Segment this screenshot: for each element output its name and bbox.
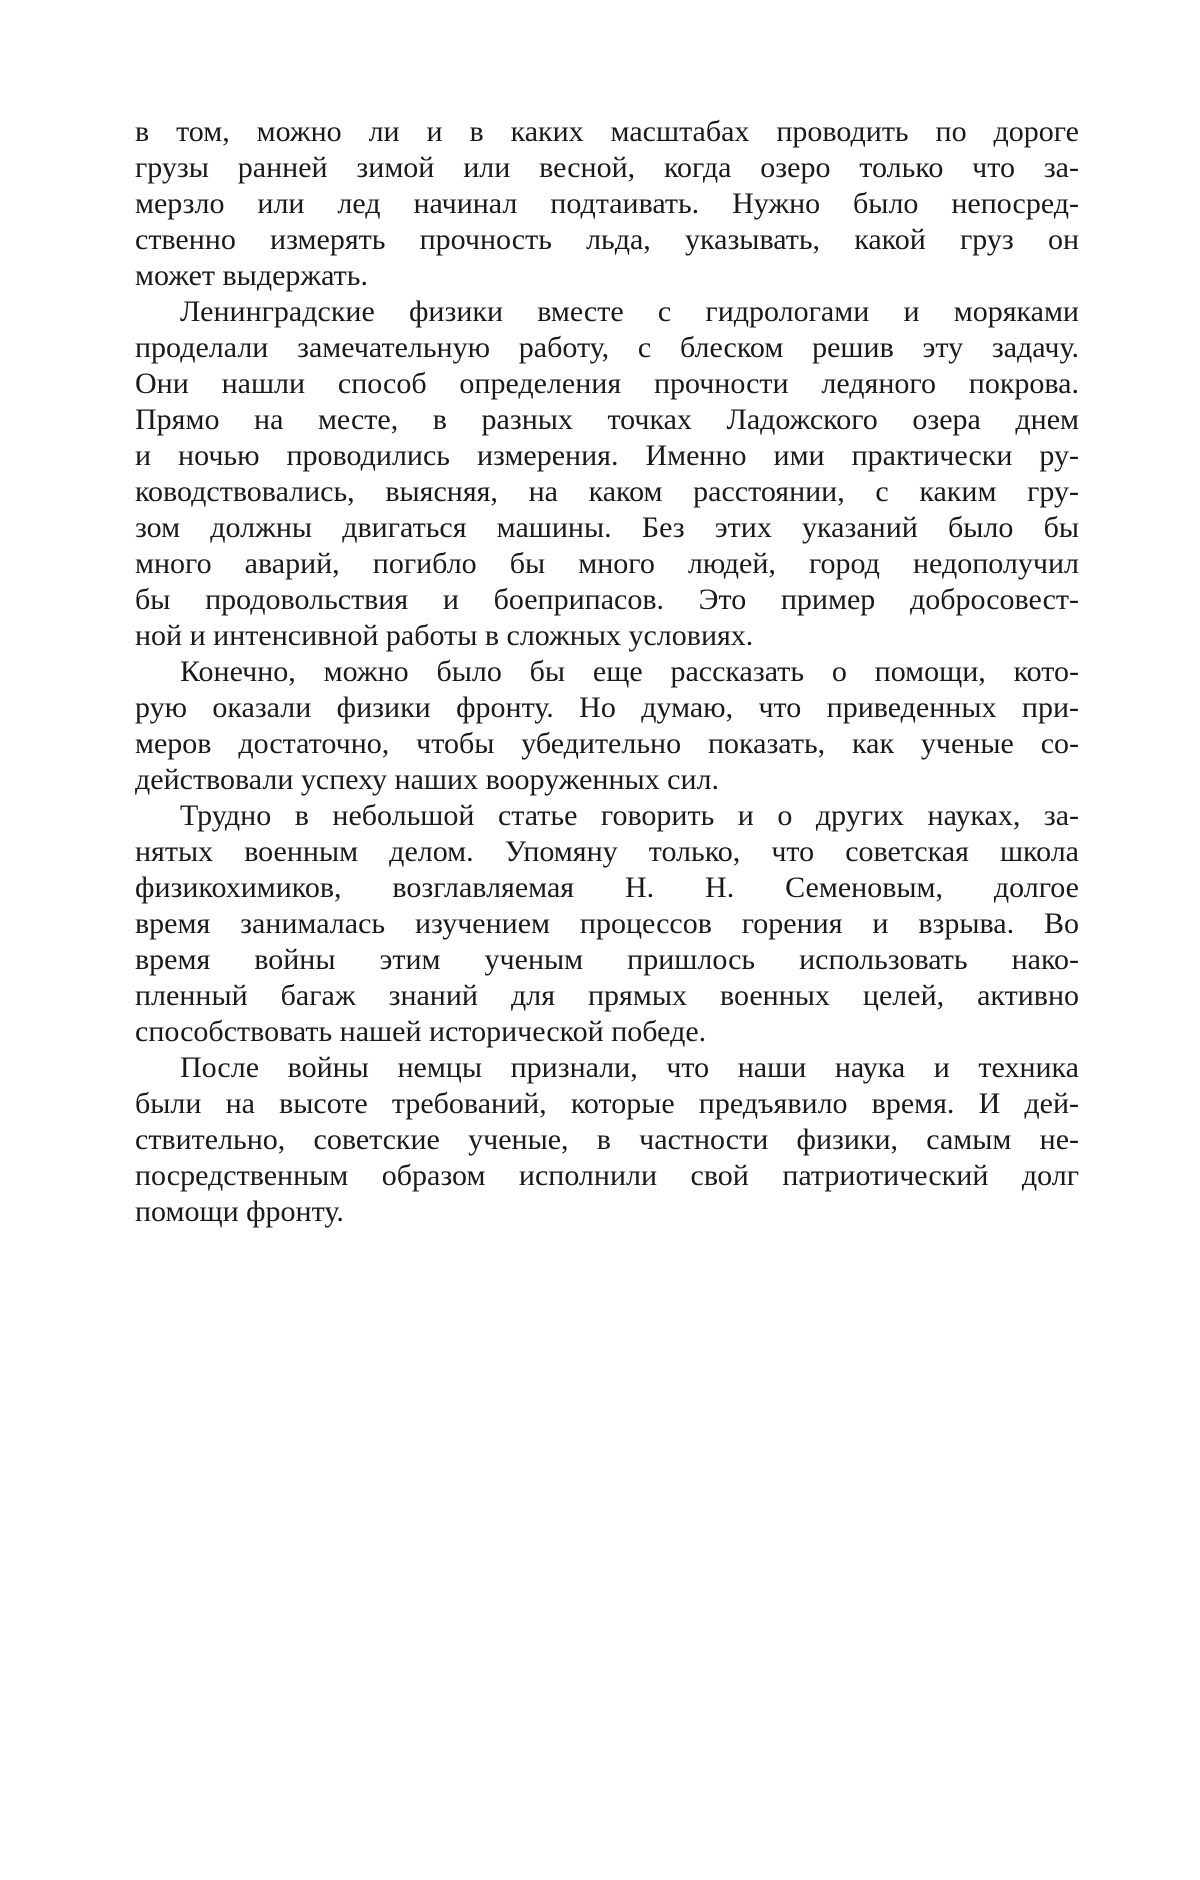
text-line: действовали успеху наших вооруженных сил. [135,762,1079,798]
text-line: После войны немцы признали, что наши наука и техника [135,1050,1079,1086]
document-page [0,0,1200,1880]
text-line: Трудно в небольшой статье говорить и о других науках, за- [135,798,1079,834]
paragraph-3 [135,654,1079,798]
paragraph-1 [135,114,1079,294]
paragraph-5 [135,1050,1079,1230]
text-line: и ночью проводились измерения. Именно ими практически ру- [135,438,1079,474]
body-text [135,114,1079,1230]
text-line: рую оказали физики фронту. Но думаю, что приведенных при- [135,690,1079,726]
text-line: пленный багаж знаний для прямых военных целей, активно [135,978,1079,1014]
text-line: физикохимиков, возглавляемая Н. Н. Семеновым, долгое [135,870,1079,906]
text-line: время занималась изучением процессов горения и взрыва. Во [135,906,1079,942]
text-line: ственно измерять прочность льда, указывать, какой груз он [135,222,1079,258]
text-line: были на высоте требований, которые предъявило время. И дей- [135,1086,1079,1122]
text-line: грузы ранней зимой или весной, когда озеро только что за- [135,150,1079,186]
text-line: проделали замечательную работу, с блеском решив эту задачу. [135,330,1079,366]
text-line: Прямо на месте, в разных точках Ладожского озера днем [135,402,1079,438]
paragraph-4 [135,798,1079,1050]
text-line: ствительно, советские ученые, в частности физики, самым не- [135,1122,1079,1158]
text-line: бы продовольствия и боеприпасов. Это пример добросовест- [135,582,1079,618]
text-line: помощи фронту. [135,1194,1079,1230]
text-line: Ленинградские физики вместе с гидрологами и моряками [135,294,1079,330]
text-line: меров достаточно, чтобы убедительно показать, как ученые со- [135,726,1079,762]
text-line: ководствовались, выясняя, на каком расстоянии, с каким гру- [135,474,1079,510]
text-line: много аварий, погибло бы много людей, город недополучил [135,546,1079,582]
paragraph-2 [135,294,1079,654]
text-line: посредственным образом исполнили свой патриотический долг [135,1158,1079,1194]
text-line: нятых военным делом. Упомяну только, что советская школа [135,834,1079,870]
text-line: мерзло или лед начинал подтаивать. Нужно было непосред- [135,186,1079,222]
text-line: зом должны двигаться машины. Без этих указаний было бы [135,510,1079,546]
text-line: в том, можно ли и в каких масштабах проводить по дороге [135,114,1079,150]
text-line: ной и интенсивной работы в сложных условиях. [135,618,1079,654]
text-line: Конечно, можно было бы еще рассказать о помощи, кото- [135,654,1079,690]
text-line: Они нашли способ определения прочности ледяного покрова. [135,366,1079,402]
text-line: время войны этим ученым пришлось использовать нако- [135,942,1079,978]
text-line: способствовать нашей исторической победе. [135,1014,1079,1050]
text-line: может выдержать. [135,258,1079,294]
